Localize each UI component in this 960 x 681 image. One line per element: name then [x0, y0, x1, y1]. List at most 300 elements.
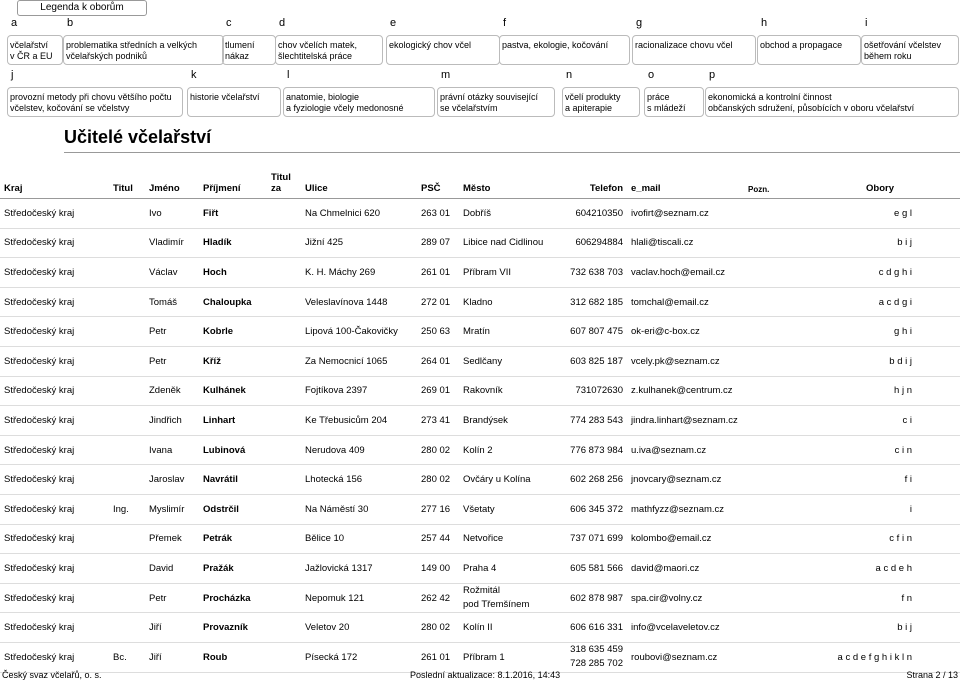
cell-telefon: 606 616 331 — [563, 613, 627, 643]
cell-titul — [109, 317, 145, 347]
legend-item-n — [565, 70, 637, 116]
cell-kraj: Středočeský kraj — [0, 199, 109, 229]
table-row — [0, 258, 960, 288]
cell-obory: c i — [796, 406, 960, 436]
legend-text-line: ekologický chov včel — [389, 40, 472, 50]
legend-text-line: ekonomická a kontrolní činnost — [708, 92, 832, 102]
legend-text — [864, 40, 941, 62]
legend-item-l — [286, 70, 432, 116]
cell-titul — [109, 258, 145, 288]
legend-letter: p — [709, 69, 716, 81]
legend-text-line: v ČR a EU — [10, 51, 53, 61]
legend-item-c — [225, 18, 273, 64]
cell-prijmeni: Hladík — [199, 228, 267, 258]
legend-text-line: během roku — [864, 51, 912, 61]
cell-mesto: Příbram VII — [459, 258, 563, 288]
cell-titul-za — [267, 376, 301, 406]
cell-prijmeni: Roub — [199, 642, 267, 672]
cell-obory: i — [796, 494, 960, 524]
table-header-row — [0, 164, 960, 199]
col-kraj: Kraj — [0, 164, 109, 199]
legend-letter: c — [226, 17, 232, 29]
cell-kraj: Středočeský kraj — [0, 376, 109, 406]
legend-text — [190, 92, 260, 103]
legend-text-line: provozní metody při chovu většího počtu — [10, 92, 172, 102]
cell-mesto: Rakovník — [459, 376, 563, 406]
cell-email: tomchal@email.cz — [627, 287, 744, 317]
cell-titul-za — [267, 228, 301, 258]
cell-telefon: 602 268 256 — [563, 465, 627, 495]
cell-ulice: Veleslavínova 1448 — [301, 287, 417, 317]
legend-text-line: anatomie, biologie — [286, 92, 360, 102]
cell-titul-za — [267, 406, 301, 436]
cell-ulice: Nerudova 409 — [301, 435, 417, 465]
cell-jmeno: Myslimír — [145, 494, 199, 524]
cell-obory: a c d e f g h i k l n — [796, 642, 960, 672]
col-pozn: Pozn. — [744, 164, 796, 199]
legend-text-line: historie včelařství — [190, 92, 260, 102]
cell-psc: 280 02 — [417, 465, 459, 495]
cell-jmeno: Vladimír — [145, 228, 199, 258]
cell-psc: 263 01 — [417, 199, 459, 229]
cell-kraj: Středočeský kraj — [0, 465, 109, 495]
legend-item-d — [278, 18, 380, 64]
legend-text-line: se včelařstvím — [440, 103, 498, 113]
cell-kraj: Středočeský kraj — [0, 317, 109, 347]
cell-telefon: 603 825 187 — [563, 346, 627, 376]
cell-email: kolombo@email.cz — [627, 524, 744, 554]
cell-psc: 273 41 — [417, 406, 459, 436]
cell-prijmeni: Lubinová — [199, 435, 267, 465]
cell-prijmeni: Fiřt — [199, 199, 267, 229]
cell-prijmeni: Navrátil — [199, 465, 267, 495]
cell-prijmeni: Pražák — [199, 554, 267, 584]
cell-prijmeni: Hoch — [199, 258, 267, 288]
cell-jmeno: David — [145, 554, 199, 584]
legend-text-line: problematika středních a velkých — [66, 40, 198, 50]
table-row — [0, 583, 960, 613]
table-body — [0, 199, 960, 673]
cell-pozn — [744, 554, 796, 584]
cell-jmeno: Petr — [145, 346, 199, 376]
cell-prijmeni: Kobrle — [199, 317, 267, 347]
legend-letter: f — [503, 17, 507, 29]
legend-item-g — [635, 18, 753, 64]
legend-text-line: tlumení — [225, 40, 255, 50]
cell-telefon: 737 071 699 — [563, 524, 627, 554]
cell-telefon: 606 345 372 — [563, 494, 627, 524]
cell-psc: 261 01 — [417, 258, 459, 288]
cell-kraj: Středočeský kraj — [0, 554, 109, 584]
cell-titul — [109, 376, 145, 406]
table-row — [0, 406, 960, 436]
cell-ulice: Veletov 20 — [301, 613, 417, 643]
cell-ulice: Bělice 10 — [301, 524, 417, 554]
legend-letter: l — [287, 69, 290, 81]
cell-kraj: Středočeský kraj — [0, 613, 109, 643]
table-row — [0, 435, 960, 465]
legend-text-line: obchod a propagace — [760, 40, 843, 50]
cell-mesto: Praha 4 — [459, 554, 563, 584]
legend-title: Legenda k oborům — [17, 0, 147, 16]
cell-ulice: Nepomuk 121 — [301, 583, 417, 613]
legend-text-line: racionalizace chovu včel — [635, 40, 733, 50]
cell-telefon: 605 581 566 — [563, 554, 627, 584]
legend-text-line: a apiterapie — [565, 103, 613, 113]
col-jmeno: Jméno — [145, 164, 199, 199]
cell-titul — [109, 583, 145, 613]
cell-telefon: 607 807 475 — [563, 317, 627, 347]
cell-pozn — [744, 287, 796, 317]
cell-titul — [109, 287, 145, 317]
table-row — [0, 346, 960, 376]
cell-obory: b d i j — [796, 346, 960, 376]
cell-jmeno: Jaroslav — [145, 465, 199, 495]
cell-prijmeni: Procházka — [199, 583, 267, 613]
cell-ulice: Za Nemocnicí 1065 — [301, 346, 417, 376]
cell-mesto: Brandýsek — [459, 406, 563, 436]
legend-text-line: nákaz — [225, 51, 250, 61]
col-titul: Titul — [109, 164, 145, 199]
cell-titul-za — [267, 346, 301, 376]
col-email: e_mail — [627, 164, 744, 199]
table-row — [0, 376, 960, 406]
table-row — [0, 228, 960, 258]
cell-mesto: Kladno — [459, 287, 563, 317]
divider — [64, 152, 960, 153]
cell-jmeno: Václav — [145, 258, 199, 288]
cell-prijmeni: Petrák — [199, 524, 267, 554]
legend-item-k — [190, 70, 278, 116]
legend-text-line: ošetřování včelstev — [864, 40, 942, 50]
table-row — [0, 494, 960, 524]
legend-text — [502, 40, 608, 51]
cell-titul — [109, 406, 145, 436]
cell-titul-za — [267, 642, 301, 672]
cell-titul-za — [267, 583, 301, 613]
cell-psc: 269 01 — [417, 376, 459, 406]
teachers-table — [0, 164, 960, 673]
legend-text — [565, 92, 621, 114]
legend-letter: i — [865, 17, 868, 29]
cell-telefon: 732 638 703 — [563, 258, 627, 288]
cell-obory: c d g h i — [796, 258, 960, 288]
cell-jmeno: Ivana — [145, 435, 199, 465]
cell-pozn — [744, 228, 796, 258]
cell-mesto: Všetaty — [459, 494, 563, 524]
legend-text-line: občanských sdružení, působících v oboru včelařství — [708, 103, 915, 113]
cell-titul — [109, 465, 145, 495]
cell-titul — [109, 199, 145, 229]
cell-email: hlali@tiscali.cz — [627, 228, 744, 258]
legend-text-line: chov včelích matek, — [278, 40, 358, 50]
cell-ulice: Lhotecká 156 — [301, 465, 417, 495]
cell-titul: Bc. — [109, 642, 145, 672]
legend-item-e — [389, 18, 497, 64]
cell-prijmeni: Chaloupka — [199, 287, 267, 317]
legend-item-o — [647, 70, 701, 116]
cell-pozn — [744, 406, 796, 436]
legend-letter: b — [67, 17, 74, 29]
legend-text — [10, 92, 172, 114]
cell-telefon: 602 878 987 — [563, 583, 627, 613]
cell-pozn — [744, 524, 796, 554]
cell-pozn — [744, 494, 796, 524]
cell-pozn — [744, 376, 796, 406]
legend-text — [66, 40, 197, 62]
cell-pozn — [744, 583, 796, 613]
cell-mesto: Mratín — [459, 317, 563, 347]
page-title: Učitelé včelařství — [64, 127, 212, 147]
cell-psc: 149 00 — [417, 554, 459, 584]
cell-jmeno: Petr — [145, 583, 199, 613]
cell-email: info@vcelaveletov.cz — [627, 613, 744, 643]
legend-letter: m — [441, 69, 451, 81]
legend-item-a — [10, 18, 60, 64]
footer — [2, 670, 958, 681]
cell-psc: 277 16 — [417, 494, 459, 524]
legend-letter: e — [390, 17, 397, 29]
col-obory: Obory — [796, 164, 960, 199]
cell-psc: 257 44 — [417, 524, 459, 554]
cell-pozn — [744, 346, 796, 376]
legend-item-m — [440, 70, 552, 116]
cell-titul-za — [267, 494, 301, 524]
legend-text-line: včelařství — [10, 40, 49, 50]
legend-text-line: včelstev, kočování se včelstvy — [10, 103, 130, 113]
legend-text-line: s mládeží — [647, 103, 686, 113]
footer-page: Strana 2 / 13 — [906, 670, 958, 680]
cell-titul-za — [267, 317, 301, 347]
legend-letter: n — [566, 69, 573, 81]
legend-letter: o — [648, 69, 655, 81]
legend-text — [278, 40, 357, 62]
cell-mesto: Ovčáry u Kolína — [459, 465, 563, 495]
cell-jmeno: Jindřich — [145, 406, 199, 436]
cell-email: jindra.linhart@seznam.cz — [627, 406, 744, 436]
col-psc: PSČ — [417, 164, 459, 199]
table-row — [0, 287, 960, 317]
legend-text-line: včelí produkty — [565, 92, 621, 102]
cell-psc: 250 63 — [417, 317, 459, 347]
cell-mesto: Kolín 2 — [459, 435, 563, 465]
cell-titul — [109, 613, 145, 643]
cell-ulice: Na Náměstí 30 — [301, 494, 417, 524]
cell-telefon: 731072630 — [563, 376, 627, 406]
legend-text-line: pastva, ekologie, kočování — [502, 40, 609, 50]
cell-prijmeni: Kříž — [199, 346, 267, 376]
legend-item-h — [760, 18, 858, 64]
legend-letter: h — [761, 17, 768, 29]
legend-text — [286, 92, 404, 114]
legend-item-p — [708, 70, 956, 116]
cell-kraj: Středočeský kraj — [0, 287, 109, 317]
cell-ulice: Fojtíkova 2397 — [301, 376, 417, 406]
cell-telefon: 312 682 185 — [563, 287, 627, 317]
cell-psc: 264 01 — [417, 346, 459, 376]
cell-jmeno: Přemek — [145, 524, 199, 554]
cell-titul-za — [267, 287, 301, 317]
cell-obory: a c d e h — [796, 554, 960, 584]
cell-titul-za — [267, 613, 301, 643]
cell-telefon: 604210350 — [563, 199, 627, 229]
cell-ulice: Jažlovická 1317 — [301, 554, 417, 584]
cell-jmeno: Zdeněk — [145, 376, 199, 406]
cell-titul-za — [267, 199, 301, 229]
table-row — [0, 524, 960, 554]
cell-obory: a c d g i — [796, 287, 960, 317]
cell-prijmeni: Odstrčil — [199, 494, 267, 524]
cell-prijmeni: Linhart — [199, 406, 267, 436]
cell-prijmeni: Kulhánek — [199, 376, 267, 406]
legend-text-line: včelařských podniků — [66, 51, 148, 61]
legend-item-i — [864, 18, 956, 64]
cell-obory: b i j — [796, 613, 960, 643]
col-titul-za: Titul za — [267, 164, 301, 199]
table-row — [0, 554, 960, 584]
cell-psc: 261 01 — [417, 642, 459, 672]
col-mesto: Město — [459, 164, 563, 199]
cell-kraj: Středočeský kraj — [0, 524, 109, 554]
cell-obory: h j n — [796, 376, 960, 406]
cell-email: ok-eri@c-box.cz — [627, 317, 744, 347]
cell-obory: f n — [796, 583, 960, 613]
cell-pozn — [744, 258, 796, 288]
table-row — [0, 317, 960, 347]
cell-mesto: Rožmitál pod Třemšínem — [459, 583, 563, 613]
cell-jmeno: Tomáš — [145, 287, 199, 317]
col-telefon: Telefon — [563, 164, 627, 199]
cell-jmeno: Jiří — [145, 642, 199, 672]
cell-email: mathfyzz@seznam.cz — [627, 494, 744, 524]
table-row — [0, 465, 960, 495]
cell-titul-za — [267, 465, 301, 495]
cell-jmeno: Petr — [145, 317, 199, 347]
legend-letter: k — [191, 69, 197, 81]
cell-titul-za — [267, 258, 301, 288]
cell-pozn — [744, 199, 796, 229]
cell-pozn — [744, 642, 796, 672]
cell-mesto: Netvořice — [459, 524, 563, 554]
legend-text — [708, 92, 914, 114]
cell-titul — [109, 435, 145, 465]
legend-text — [635, 40, 733, 51]
cell-kraj: Středočeský kraj — [0, 346, 109, 376]
cell-prijmeni: Provazník — [199, 613, 267, 643]
legend-text — [10, 40, 53, 62]
cell-pozn — [744, 613, 796, 643]
cell-obory: e g l — [796, 199, 960, 229]
legend-letter: d — [279, 17, 286, 29]
cell-email: ivofirt@seznam.cz — [627, 199, 744, 229]
legend-letter: j — [11, 69, 14, 81]
legend-letter: a — [11, 17, 18, 29]
legend-letter: g — [636, 17, 643, 29]
cell-mesto: Sedlčany — [459, 346, 563, 376]
cell-email: vcely.pk@seznam.cz — [627, 346, 744, 376]
cell-ulice: Písecká 172 — [301, 642, 417, 672]
legend-text-line: a fyziologie včely medonosné — [286, 103, 404, 113]
cell-email: z.kulhanek@centrum.cz — [627, 376, 744, 406]
cell-titul-za — [267, 524, 301, 554]
cell-kraj: Středočeský kraj — [0, 228, 109, 258]
cell-pozn — [744, 435, 796, 465]
cell-obory: b i j — [796, 228, 960, 258]
legend-text-line: právní otázky související — [440, 92, 539, 102]
cell-titul — [109, 554, 145, 584]
cell-obory: g h i — [796, 317, 960, 347]
cell-pozn — [744, 317, 796, 347]
cell-email: spa.cir@volny.cz — [627, 583, 744, 613]
cell-telefon: 774 283 543 — [563, 406, 627, 436]
cell-ulice: Lipová 100-Čakovičky — [301, 317, 417, 347]
cell-titul — [109, 228, 145, 258]
cell-telefon: 318 635 459 728 285 702 — [563, 642, 627, 672]
cell-email: roubovi@seznam.cz — [627, 642, 744, 672]
legend-text — [389, 40, 471, 51]
cell-titul — [109, 346, 145, 376]
cell-titul: Ing. — [109, 494, 145, 524]
cell-ulice: Jižní 425 — [301, 228, 417, 258]
cell-email: jnovcary@seznam.cz — [627, 465, 744, 495]
cell-psc: 280 02 — [417, 613, 459, 643]
cell-obory: c i n — [796, 435, 960, 465]
cell-ulice: Ke Třebusicům 204 — [301, 406, 417, 436]
cell-kraj: Středočeský kraj — [0, 258, 109, 288]
cell-psc: 289 07 — [417, 228, 459, 258]
legend-text — [225, 40, 255, 62]
cell-psc: 262 42 — [417, 583, 459, 613]
legend-text — [440, 92, 538, 114]
cell-kraj: Středočeský kraj — [0, 583, 109, 613]
table-row — [0, 199, 960, 229]
cell-mesto: Kolín II — [459, 613, 563, 643]
legend-item-b — [66, 18, 221, 64]
footer-updated: Poslední aktualizace: 8.1.2016, 14:43 — [410, 670, 561, 680]
cell-psc: 272 01 — [417, 287, 459, 317]
legend-item-j — [10, 70, 180, 116]
cell-titul-za — [267, 435, 301, 465]
footer-org: Český svaz včelařů, o. s. — [2, 670, 102, 680]
legend-text — [760, 40, 842, 51]
cell-email: david@maori.cz — [627, 554, 744, 584]
cell-kraj: Středočeský kraj — [0, 642, 109, 672]
cell-kraj: Středočeský kraj — [0, 435, 109, 465]
cell-jmeno: Ivo — [145, 199, 199, 229]
cell-mesto: Libice nad Cidlinou — [459, 228, 563, 258]
cell-titul — [109, 524, 145, 554]
cell-ulice: K. H. Máchy 269 — [301, 258, 417, 288]
cell-kraj: Středočeský kraj — [0, 494, 109, 524]
cell-jmeno: Jiří — [145, 613, 199, 643]
legend-text — [647, 92, 686, 114]
cell-telefon: 776 873 984 — [563, 435, 627, 465]
col-ulice: Ulice — [301, 164, 417, 199]
cell-email: vaclav.hoch@email.cz — [627, 258, 744, 288]
col-prijmeni: Příjmení — [199, 164, 267, 199]
cell-ulice: Na Chmelnici 620 — [301, 199, 417, 229]
legend-text-line: práce — [647, 92, 670, 102]
cell-kraj: Středočeský kraj — [0, 406, 109, 436]
cell-obory: f i — [796, 465, 960, 495]
cell-obory: c f i n — [796, 524, 960, 554]
cell-mesto: Dobříš — [459, 199, 563, 229]
cell-telefon: 606294884 — [563, 228, 627, 258]
legend-item-f — [502, 18, 627, 64]
cell-pozn — [744, 465, 796, 495]
legend-text-line: šlechtitelská práce — [278, 51, 353, 61]
cell-psc: 280 02 — [417, 435, 459, 465]
